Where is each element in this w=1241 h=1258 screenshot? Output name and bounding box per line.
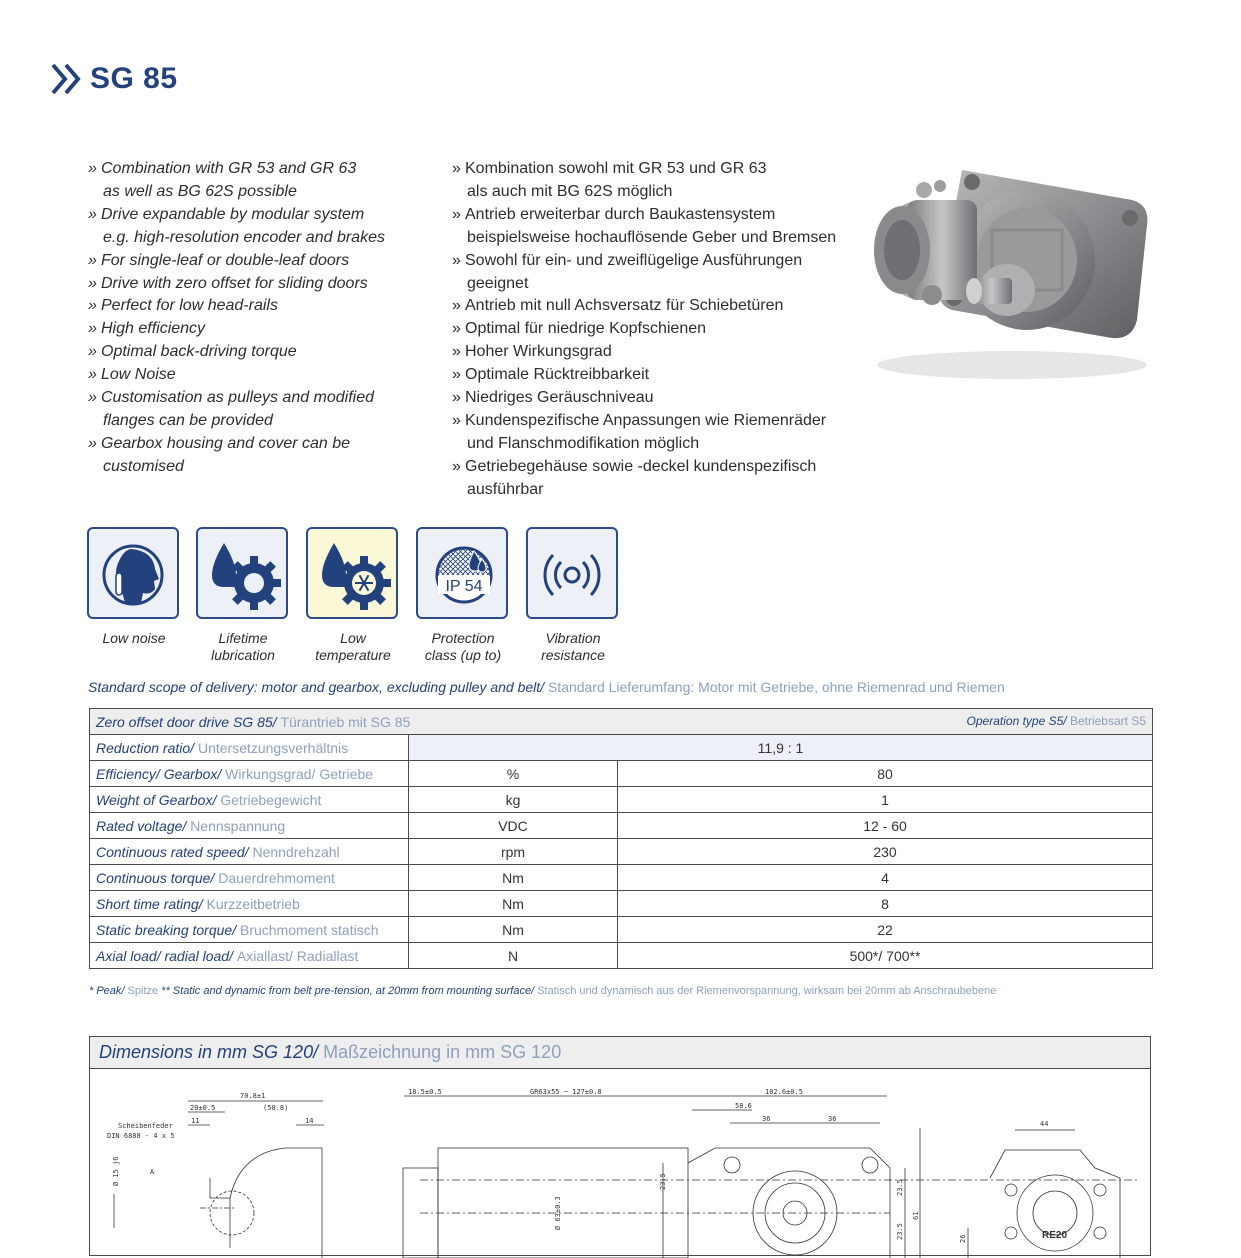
feature-en-item [88, 387, 438, 433]
svg-text:36: 36 [762, 1115, 771, 1123]
spec-value: 230 [618, 839, 1153, 865]
feature-de-item-line: Hoher Wirkungsgrad [465, 343, 612, 361]
spec-unit: VDC [409, 813, 618, 839]
feature-de-item [452, 456, 852, 502]
spec-row [90, 891, 1153, 917]
feature-en-item-line: customised [103, 457, 184, 475]
bullet-mark: » [88, 205, 97, 223]
feature-de-item [452, 158, 852, 204]
svg-text:(50.8): (50.8) [263, 1104, 289, 1112]
feature-de-item-line: Sowohl für ein- und zweiflügelige Ausführungen [465, 251, 803, 269]
feature-en-item-line: e.g. high-resolution encoder and brakes [103, 228, 385, 246]
feature-de-item [452, 410, 852, 456]
spec-value: 11,9 : 1 [409, 735, 1153, 761]
feature-de-item-line: Antrieb erweiterbar durch Baukastensystem [465, 205, 776, 223]
feature-en-item [88, 318, 438, 341]
feature-en-item [88, 433, 438, 479]
spec-unit: % [409, 761, 618, 787]
spec-value: 12 - 60 [618, 813, 1153, 839]
spec-row [90, 865, 1153, 891]
feature-en-item [88, 204, 438, 250]
svg-text:102.6±0.5: 102.6±0.5 [765, 1088, 803, 1096]
svg-text:61: 61 [912, 1211, 920, 1220]
dimensions-section [89, 1036, 1151, 1256]
spec-label: Weight of Gearbox/ Getriebegewicht [90, 787, 409, 813]
spec-row [90, 839, 1153, 865]
svg-text:23.5: 23.5 [896, 1179, 904, 1196]
feature-de-item-line: Optimal für niedrige Kopfschienen [465, 320, 707, 338]
bullet-mark: » [88, 251, 97, 269]
feature-de-item-line: geeignet [467, 274, 529, 292]
feature-en-item-line: Combination with GR 53 and GR 63 [101, 160, 357, 177]
feature-de-item [452, 295, 852, 318]
svg-text:A: A [150, 1168, 155, 1176]
ip-rating-badge: IP 54 [445, 578, 483, 595]
spec-table-header: Zero offset door drive SG 85/ Türantrieb mit SG 85 Operation type S5/ Betriebsart S5 [90, 709, 1153, 735]
feature-de-item [452, 250, 852, 296]
svg-text:11: 11 [191, 1117, 200, 1125]
feature-en-item-line: as well as BG 62S possible [103, 182, 297, 200]
feature-de-item [452, 387, 852, 410]
svg-text:23.5: 23.5 [659, 1173, 667, 1190]
feature-en-item-line: Optimal back-driving torque [101, 343, 297, 361]
bullet-mark: » [88, 320, 97, 338]
delivery-scope-de: Standard Lieferumfang: Motor mit Getriebe, ohne Riemenrad und Riemen [547, 679, 1005, 695]
bullet-mark: » [452, 160, 461, 177]
spec-row [90, 917, 1153, 943]
lifetime-lubrication-icon-box [196, 527, 288, 619]
feature-list-en [88, 158, 438, 479]
bullet-mark: » [88, 434, 97, 452]
svg-text:14: 14 [305, 1117, 314, 1125]
svg-text:44: 44 [1040, 1120, 1049, 1128]
dimensions-title: Dimensions in mm SG 120/ Maßzeichnung in mm SG 120 [90, 1037, 1150, 1069]
feature-en-item [88, 364, 438, 387]
spec-unit: kg [409, 787, 618, 813]
spec-label: Efficiency/ Gearbox/ Wirkungsgrad/ Getriebe [90, 761, 409, 787]
spec-label: Continuous torque/ Dauerdrehmoment [90, 865, 409, 891]
icon-label-protection-class: Protection class (up to) [424, 630, 502, 663]
bullet-mark: » [88, 366, 97, 384]
spec-row [90, 813, 1153, 839]
bullet-mark: » [88, 297, 97, 315]
feature-de-item-line: als auch mit BG 62S möglich [467, 182, 673, 200]
bullet-mark: » [452, 251, 461, 269]
feature-en-item-line: Perfect for low head-rails [101, 297, 278, 315]
spec-value: 22 [618, 917, 1153, 943]
svg-text:Ø 15 j6: Ø 15 j6 [112, 1156, 120, 1186]
feature-de-item-line: Niedriges Geräuschniveau [465, 389, 654, 407]
bullet-mark: » [88, 160, 97, 177]
spec-row [90, 943, 1153, 969]
svg-text:Ø 63±0.3: Ø 63±0.3 [554, 1196, 562, 1230]
table-footnote: * Peak/ Spitze ** Static and dynamic from belt pre-tension, at 20mm from mounting surface/ Statisch und dynamisch aus der Riemenvorspannung, wirksam bei 20mm ab Anschraubebene [89, 985, 997, 997]
svg-text:GR63x55 ~ 127±0.8: GR63x55 ~ 127±0.8 [530, 1088, 602, 1096]
gearbox-product-image [862, 150, 1162, 390]
bullet-mark: » [452, 343, 461, 361]
bullet-mark: » [452, 205, 461, 223]
spec-value: 1 [618, 787, 1153, 813]
lifetime-lubrication-icon [198, 529, 286, 617]
svg-text:26: 26 [959, 1234, 967, 1243]
bullet-mark: » [88, 343, 97, 361]
feature-de-item-line: Antrieb mit null Achsversatz für Schiebetüren [465, 297, 784, 315]
delivery-scope: Standard scope of delivery: motor and gearbox, excluding pulley and belt/ Standard Lieferumfang: Motor mit Getriebe, ohne Riemenrad und Riemen [88, 679, 1005, 695]
feature-de-item [452, 318, 852, 341]
feature-en-item-line: Customisation as pulleys and modified [101, 389, 375, 407]
feature-de-item-line: ausführbar [467, 480, 544, 498]
feature-de-item [452, 364, 852, 387]
feature-de-item [452, 204, 852, 250]
spec-label: Axial load/ radial load/ Axiallast/ Radiallast [90, 943, 409, 969]
feature-en-item [88, 158, 438, 204]
vibration-resistance-icon-box [526, 527, 618, 619]
svg-text:18.5±0.5: 18.5±0.5 [408, 1088, 442, 1096]
feature-list-de [452, 158, 852, 502]
spec-value: 4 [618, 865, 1153, 891]
feature-de-item-line: Kombination sowohl mit GR 53 und GR 63 [465, 160, 767, 177]
spec-label: Short time rating/ Kurzzeitbetrieb [90, 891, 409, 917]
low-temperature-icon [308, 529, 396, 617]
bullet-mark: » [88, 274, 97, 292]
spec-row [90, 761, 1153, 787]
feature-en-item-line: Gearbox housing and cover can be [101, 434, 351, 452]
svg-text:RE20: RE20 [1042, 1230, 1068, 1241]
feature-de-item-line: Kundenspezifische Anpassungen wie Riemenräder [465, 411, 827, 429]
bullet-mark: » [88, 389, 97, 407]
vibration-resistance-icon [528, 529, 616, 617]
dimension-drawing [90, 1068, 1150, 1258]
feature-en-item-line: High efficiency [101, 320, 206, 338]
bullet-mark: » [452, 389, 461, 407]
page-title: SG 85 [90, 62, 178, 95]
spec-label: Static breaking torque/ Bruchmoment statisch [90, 917, 409, 943]
feature-de-item-line: Optimale Rücktreibbarkeit [465, 366, 650, 384]
delivery-scope-en: Standard scope of delivery: motor and gearbox, excluding pulley and belt [88, 679, 541, 695]
bullet-mark: » [452, 297, 461, 315]
spec-value: 500*/ 700** [618, 943, 1153, 969]
page-header [50, 62, 178, 96]
spec-row [90, 735, 1153, 761]
spec-unit: Nm [409, 917, 618, 943]
feature-de-item-line: beispielsweise hochauflösende Geber und Bremsen [467, 228, 837, 246]
svg-text:Scheibenfeder: Scheibenfeder [118, 1122, 173, 1130]
bullet-mark: » [452, 457, 461, 475]
feature-en-item [88, 273, 438, 296]
low-noise-icon-box [87, 527, 179, 619]
spec-value: 8 [618, 891, 1153, 917]
bullet-mark: » [452, 320, 461, 338]
spec-label: Reduction ratio/ Untersetzungsverhältnis [90, 735, 409, 761]
icon-label-low-noise: Low noise [102, 630, 166, 646]
svg-text:20±0.5: 20±0.5 [190, 1104, 216, 1112]
spec-unit: N [409, 943, 618, 969]
svg-text:23.5: 23.5 [896, 1223, 904, 1240]
svg-text:58.6: 58.6 [735, 1102, 752, 1110]
low-noise-icon [89, 529, 177, 617]
feature-en-item [88, 341, 438, 364]
feature-en-item-line: Drive with zero offset for sliding doors [101, 274, 368, 292]
protection-class-icon-box [416, 527, 508, 619]
spec-row [90, 787, 1153, 813]
icon-label-low-temperature: Low temperature [315, 630, 391, 663]
feature-en-item [88, 250, 438, 273]
spec-unit: rpm [409, 839, 618, 865]
double-chevron-icon [50, 62, 84, 96]
feature-de-item-line: und Flanschmodifikation möglich [467, 434, 700, 452]
spec-table [89, 708, 1153, 969]
svg-text:36: 36 [828, 1115, 837, 1123]
spec-value: 80 [618, 761, 1153, 787]
bullet-mark: » [452, 366, 461, 384]
feature-de-item-line: Getriebegehäuse sowie -deckel kundenspezifisch [465, 457, 817, 475]
icon-label-lifetime-lubrication: Lifetime lubrication [211, 630, 275, 663]
feature-en-item-line: flanges can be provided [103, 411, 273, 429]
spec-unit: Nm [409, 865, 618, 891]
svg-text:70.8±1: 70.8±1 [240, 1092, 266, 1100]
feature-en-item-line: Drive expandable by modular system [101, 205, 365, 223]
svg-text:DIN 6888 - 4 x 5: DIN 6888 - 4 x 5 [107, 1132, 175, 1140]
feature-en-item-line: Low Noise [101, 366, 176, 384]
protection-class-icon [418, 529, 506, 617]
feature-de-item [452, 341, 852, 364]
feature-en-item-line: For single-leaf or double-leaf doors [101, 251, 350, 269]
spec-label: Rated voltage/ Nennspannung [90, 813, 409, 839]
bullet-mark: » [452, 411, 461, 429]
icon-label-vibration-resistance: Vibration resistance [541, 630, 605, 663]
spec-unit: Nm [409, 891, 618, 917]
low-temperature-icon-box [306, 527, 398, 619]
feature-en-item [88, 295, 438, 318]
spec-label: Continuous rated speed/ Nenndrehzahl [90, 839, 409, 865]
